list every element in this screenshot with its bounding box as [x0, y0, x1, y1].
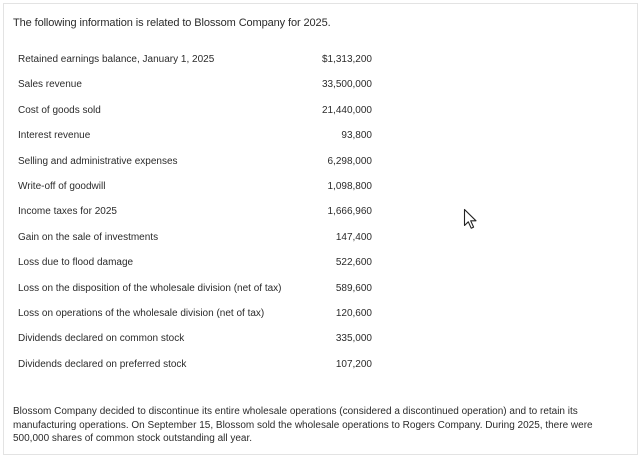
row-label: Loss on the disposition of the wholesale division (net of tax) [18, 282, 282, 294]
row-value: 335,000 [335, 333, 372, 345]
table-row [18, 352, 372, 377]
row-value: 1,098,800 [327, 180, 372, 192]
row-value: 21,440,000 [321, 104, 372, 116]
problem-panel [3, 3, 638, 455]
row-label: Loss on operations of the wholesale division (net of tax) [18, 307, 265, 319]
row-label: Write-off of goodwill [18, 180, 106, 192]
row-value: 522,600 [335, 257, 372, 269]
row-label: Gain on the sale of investments [18, 231, 159, 243]
row-label: Dividends declared on preferred stock [18, 358, 187, 370]
table-row [18, 276, 372, 301]
row-value: 147,400 [335, 231, 372, 243]
row-value: 589,600 [335, 282, 372, 294]
row-label: Retained earnings balance, January 1, 2025 [18, 54, 215, 65]
table-row [18, 47, 372, 72]
row-value: 107,200 [335, 358, 372, 370]
mouse-pointer-icon [463, 208, 479, 230]
table-row [18, 250, 372, 275]
table-row [18, 225, 372, 250]
row-label: Dividends declared on common stock [18, 333, 185, 345]
row-value: 1,666,960 [327, 206, 372, 218]
table-row [18, 72, 372, 97]
table-row [18, 174, 372, 199]
row-value: 33,500,000 [321, 79, 372, 91]
row-value: $1,313,200 [321, 54, 372, 65]
row-value: 6,298,000 [327, 155, 372, 167]
row-label: Loss due to flood damage [18, 257, 134, 269]
table-row [18, 199, 372, 224]
row-label: Income taxes for 2025 [18, 206, 117, 218]
table-row [18, 149, 372, 174]
row-label: Interest revenue [18, 130, 91, 142]
financial-data-table [18, 47, 372, 377]
table-row [18, 98, 372, 123]
row-value: 93,800 [341, 130, 372, 142]
row-label: Sales revenue [18, 79, 82, 91]
table-row [18, 326, 372, 351]
table-row [18, 123, 372, 148]
row-label: Selling and administrative expenses [18, 155, 178, 167]
row-label: Cost of goods sold [18, 104, 101, 116]
intro-text: The following information is related to Blossom Company for 2025. [13, 17, 331, 29]
table-row [18, 301, 372, 326]
problem-notes: Blossom Company decided to discontinue its entire wholesale operations (considered a discontinued operation) and to retain its manufacturing operations. On September 15, Blossom sold the wholesale operations to Rogers Company. During 2025, there were 500,000 shares of common stock outstanding all year. [13, 406, 593, 444]
row-value: 120,600 [335, 307, 372, 319]
